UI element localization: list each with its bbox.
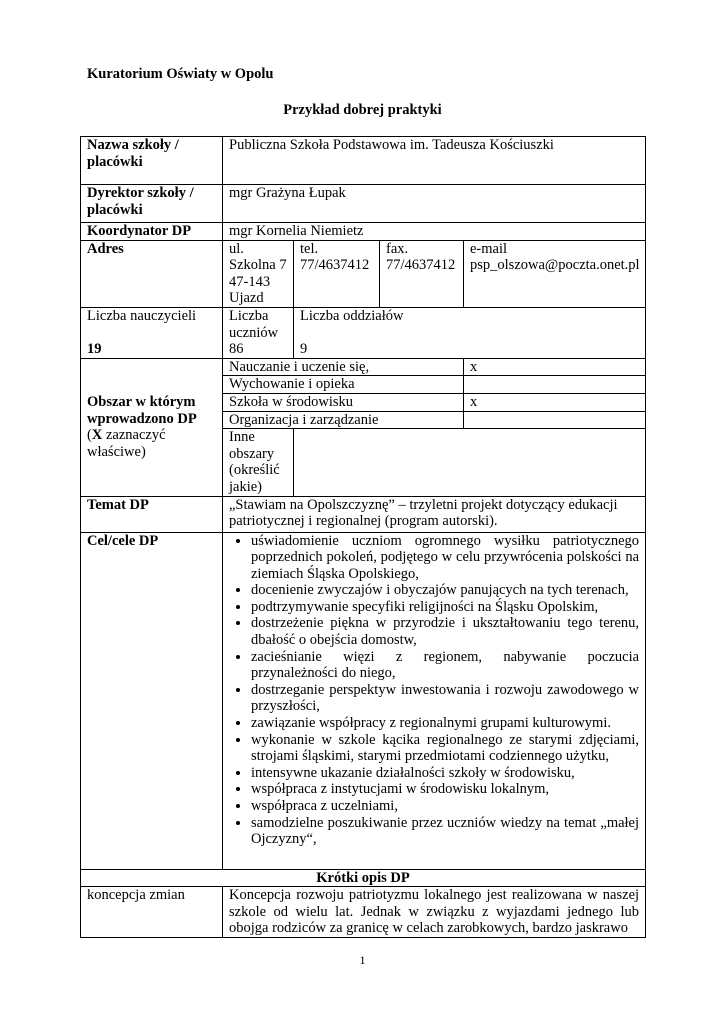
goals-row — [81, 532, 646, 869]
goals-label: Cel/cele DP — [81, 532, 223, 869]
goals-list — [229, 533, 639, 848]
goal-item: • dostrzeganie perspektyw inwestowania i rozwoju zawodowego w przyszłości, — [251, 682, 639, 715]
goal-item: • zawiązanie współpracy z regionalnymi grupami kulturowymi. — [251, 715, 639, 732]
teachers-value: 19 — [87, 340, 102, 357]
divisions-value: 9 — [300, 340, 308, 357]
concept-label: koncepcja zmian — [81, 887, 223, 938]
goal-item: • samodzielne poszukiwanie przez uczniów wiedzy na temat „małej Ojczyzny“, — [251, 815, 639, 848]
organization-header: Kuratorium Oświaty w Opolu — [87, 66, 274, 82]
counts-row — [81, 307, 646, 358]
director-row — [81, 185, 646, 223]
students-cell — [223, 307, 294, 358]
coordinator-value: mgr Kornelia Niemietz — [223, 223, 646, 241]
goal-item: • współpraca z instytucjami w środowisku lokalnym, — [251, 781, 639, 798]
area-option-3: Szkoła w środowisku — [223, 393, 464, 411]
tel-value: 77/4637412 — [300, 257, 370, 274]
fax-cell — [380, 240, 464, 307]
school-name-value: Publiczna Szkoła Podstawowa im. Tadeusza Kościuszki — [223, 137, 646, 185]
area-mark-1: x — [464, 358, 646, 376]
tel-label: tel. — [300, 240, 319, 257]
email-cell — [464, 240, 646, 307]
address-row — [81, 240, 646, 307]
address-street: ul. Szkolna 7 — [229, 240, 287, 274]
area-mark-3: x — [464, 393, 646, 411]
students-value: 86 — [229, 341, 244, 358]
area-option-4: Organizacja i zarządzanie — [223, 411, 464, 429]
area-label: Obszar w którym wprowadzono DP — [87, 393, 197, 427]
description-heading: Krótki opis DP — [81, 869, 646, 887]
area-option-2: Wychowanie i opieka — [223, 376, 464, 394]
goal-item: • intensywne ukazanie działalności szkoły w środowisku, — [251, 765, 639, 782]
director-value: mgr Grażyna Łupak — [223, 185, 646, 223]
topic-label: Temat DP — [81, 496, 223, 532]
goal-item: • podtrzymywanie specyfiki religijności na Śląsku Opolskim, — [251, 599, 639, 616]
school-name-row — [81, 137, 646, 185]
teachers-cell — [81, 307, 223, 358]
goals-cell — [223, 532, 646, 869]
address-city: Ujazd — [229, 290, 264, 307]
goal-item: • uświadomienie uczniom ogromnego wysiłku patriotycznego poprzednich pokoleń, podjętego w celu przywrócenia polskości na ziemiach Śląska Opolskiego, — [251, 533, 639, 583]
students-label: Liczba uczniów — [229, 307, 279, 341]
fax-value: 77/4637412 — [386, 257, 456, 274]
goal-item: • zacieśnianie więzi z regionem, nabywanie poczucia przynależności do niego, — [251, 649, 639, 682]
area-other-value — [294, 429, 646, 496]
tel-cell — [294, 240, 380, 307]
concept-row — [81, 887, 646, 938]
coordinator-label: Koordynator DP — [81, 223, 223, 241]
area-option-1: Nauczanie i uczenie się, — [223, 358, 464, 376]
address-street-cell — [223, 240, 294, 307]
practice-form-table — [80, 136, 646, 938]
email-label: e-mail — [470, 240, 508, 257]
area-mark-2 — [464, 376, 646, 394]
page-number: 1 — [359, 953, 366, 967]
email-value: psp_olszowa@poczta.onet.pl — [470, 257, 640, 274]
divisions-label: Liczba oddziałów — [300, 307, 404, 324]
concept-text: Koncepcja rozwoju patriotyzmu lokalnego jest realizowana w naszej szkole od wielu lat. Jednak w związku z wyjazdami jednego lub obojga rodziców za granicę w celach zarobkowych, bardzo jaskrawo — [223, 887, 646, 938]
coordinator-row — [81, 223, 646, 241]
fax-label: fax. — [386, 240, 409, 257]
address-postal: 47-143 — [229, 273, 271, 290]
area-other-label: Inne obszary (określić jakie) — [223, 429, 294, 496]
description-heading-row — [81, 869, 646, 887]
goal-item: • współpraca z uczelniami, — [251, 798, 639, 815]
school-name-label: Nazwa szkoły / placówki — [81, 137, 223, 185]
divisions-cell — [294, 307, 646, 358]
teachers-label: Liczba nauczycieli — [87, 307, 197, 324]
goal-item: • docenienie zwyczajów i obyczajów panujących na tych terenach, — [251, 582, 639, 599]
area-label-cell — [81, 358, 223, 496]
topic-value: „Stawiam na Opolszczyznę” – trzyletni projekt dotyczący edukacji patriotycznej i regionalnej (program autorski). — [223, 496, 646, 532]
area-mark-4 — [464, 411, 646, 429]
goal-item: • wykonanie w szkole kącika regionalnego ze starymi zdjęciami, strojami śląskimi, starymi przedmiotami codziennego użytku, — [251, 732, 639, 765]
document-subtitle: Przykład dobrej praktyki — [283, 102, 442, 118]
topic-row — [81, 496, 646, 532]
director-label: Dyrektor szkoły / placówki — [81, 185, 223, 223]
goal-item: • dostrzeżenie piękna w przyrodzie i ukształtowaniu tego terenu, dbałość o obejścia domostw, — [251, 615, 639, 648]
area-instruction: (X zaznaczyć właściwe) — [87, 427, 166, 460]
address-label: Adres — [81, 240, 223, 307]
area-row-1 — [81, 358, 646, 376]
